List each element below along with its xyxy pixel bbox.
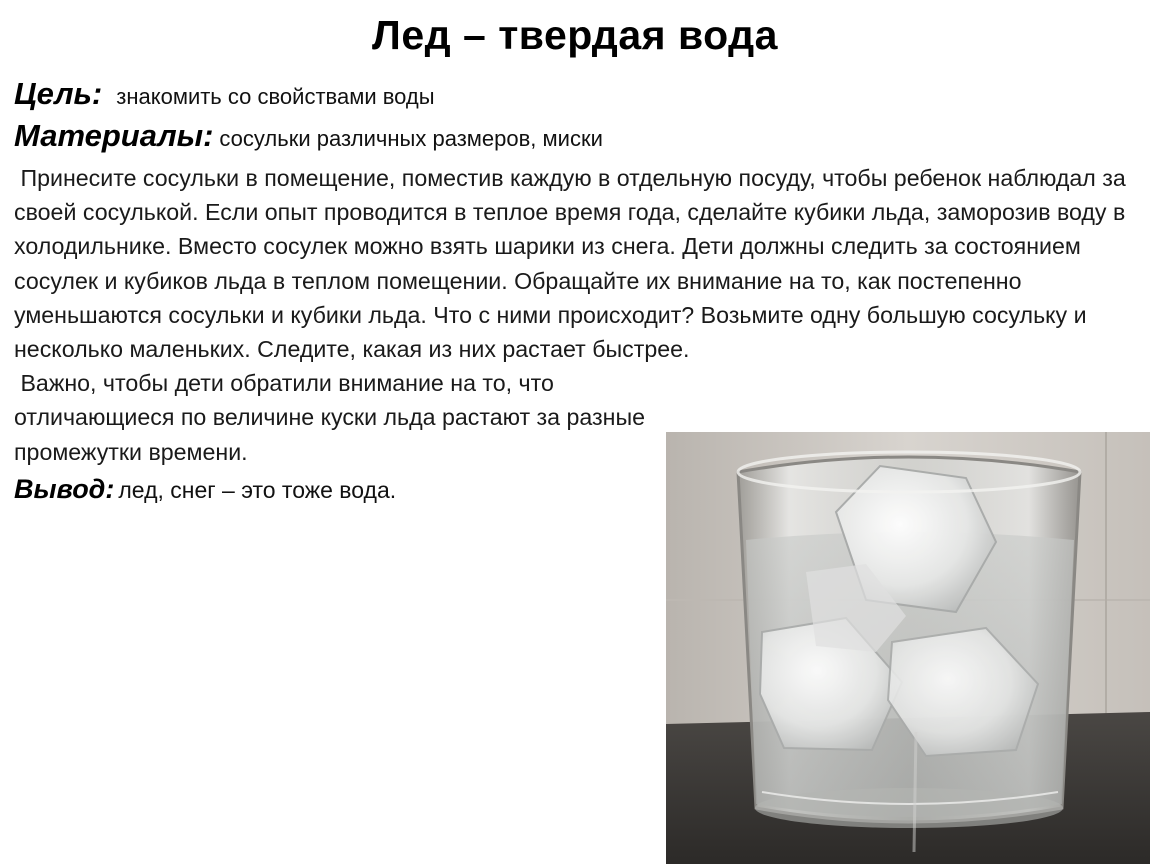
page-title: Лед – твердая вода bbox=[372, 12, 778, 58]
goal-text: знакомить со свойствами воды bbox=[116, 84, 435, 109]
ice-glass-photo bbox=[666, 432, 1150, 864]
instructions-paragraph-1: Принесите сосульки в помещение, поместив каждую в отдельную посуду, чтобы ребенок наблюдал за своей сосулькой. Если опыт проводится в теплое время года, сделайте кубики льда, заморозив воду в холодильнике. Вместо сосулек можно взять шарики из снега. Дети должны следить за состоянием сосулек и кубиков льда в теплом помещении. Обращайте их внимание на то, как постепенно уменьшаются сосульки и кубики льда. Что с ними происходит? Возьмите одну большую сосульку и несколько маленьких. Следите, какая из них растает быстрее. bbox=[14, 165, 1133, 363]
goal-line bbox=[14, 76, 435, 112]
materials-text: сосульки различных размеров, миски bbox=[219, 126, 603, 151]
materials-label: Материалы: bbox=[14, 118, 214, 153]
instructions-text bbox=[14, 161, 1139, 469]
conclusion-line bbox=[14, 474, 396, 505]
conclusion-text: лед, снег – это тоже вода. bbox=[118, 477, 397, 503]
materials-line bbox=[14, 118, 603, 154]
instructions-paragraph-2: Важно, чтобы дети обратили внимание на то, что отличающиеся по величине куски льда растают за разные промежутки времени. bbox=[14, 370, 652, 465]
goal-label: Цель: bbox=[14, 76, 103, 111]
conclusion-label: Вывод: bbox=[14, 474, 115, 504]
